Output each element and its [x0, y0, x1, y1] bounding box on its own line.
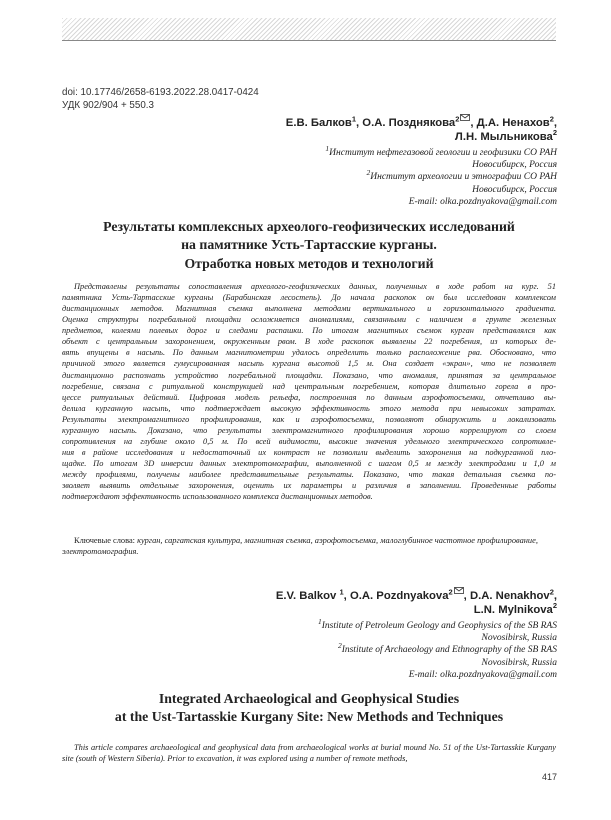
article-meta — [62, 87, 259, 112]
ru-author: О.А. Позднякова — [362, 117, 456, 130]
envelope-icon — [454, 584, 464, 598]
affiliation-line: $^2$Institute of Archaeology and Ethnography of the SB RAS — [337, 641, 557, 656]
header-hatch-band — [62, 18, 556, 40]
en-author-line-1: E.V. Balkov $^1$, O.A. Pozdnyakova$^2$ , D.A. Nenakhov$^2$, — [276, 584, 557, 603]
ru-author-line-2: Л.Н. Мыльникова$^2$ — [454, 128, 557, 144]
en-author-line-2: L.N. Mylnikova$^2$ — [473, 601, 557, 617]
email-line[interactable]: E-mail: olka.pozdnyakova@gmail.com — [408, 669, 557, 680]
affiliation-line: Novosibirsk, Russia — [481, 633, 557, 644]
ru-title: Результаты комплексных археолого-геофизических исследований на памятнике Усть-Тартасские курганы. Отработка новых методов и технологий — [103, 219, 515, 271]
ru-affiliations — [286, 143, 557, 208]
en-author: D.A. Nenakhov — [469, 590, 550, 603]
en-abstract: This article compares archaeological and geophysical data from archaeological works at burial mound No. 51 of the Ust-Tartasskie Kurgany site (south of Western Siberia). Prior to excavation, it was explored using a number of remote methods, — [62, 743, 556, 764]
en-author: E.V. Balkov — [275, 590, 340, 603]
affiliation-line: $^2$Институт археологии и этнографии СО РАН — [366, 168, 557, 183]
header-rule — [62, 40, 556, 41]
en-affiliations — [276, 616, 557, 681]
email-line[interactable]: E-mail: olka.pozdnyakova@gmail.com — [408, 196, 557, 207]
en-author-list — [276, 584, 557, 617]
affiliation-line: Novosibirsk, Russia — [481, 657, 557, 668]
doi[interactable]: doi: 10.17746/2658-6193.2022.28.0417-0424 — [62, 87, 259, 98]
affiliation-line: $^1$Institute of Petroleum Geology and Geophysics of the SB RAS — [317, 616, 557, 632]
ru-author-line-1: Е.В. Балков$^1$, О.А. Позднякова$^2$ , Д.А. Ненахов$^2$, — [286, 111, 557, 130]
keywords-label: Ключевые слова: — [74, 536, 135, 545]
ru-authors-block — [286, 111, 557, 208]
affiliation-line: $^1$Институт нефтегазовой геологии и геофизики СО РАН — [325, 143, 557, 159]
envelope-icon — [460, 111, 470, 125]
ru-author: Е.В. Балков — [285, 117, 352, 130]
ru-author-list — [286, 111, 557, 144]
ru-abstract: Представлены результаты сопоставления археолого-геофизических данных, полученных в ходе работ на кург. 51 памятника Усть-Тартасские курганы (Барабинская лесостепь). До начала раскопок он был исследован комплексом дистанционных методов. Магнитная съемка выполнена методами вертикального и горизонтального градиента. Оценка структуры погребальной площадки осложняется аномалиями, связанными с наличием в грунте железных предметов, колеями полевых дорог и следами распашки. По итогам магнитных съемок курган представлялся как объект с центральным захоронением, окруженным рвом. В ходе раскопок выявлены 22 погребения, из которых де- вять впущены в насыпь. По данным магнитометрии удалось определить только расположение рва. Обосновано, что причиной этого является гумусированная насыпь кургана высотой 1,5 м. Она создает «экран», что не позволяет дистанционно распознать устройство погребальной площадки. Показано, что аномалия, принятая за центральное погребение, связана с ритуальной конструкцией над центральным погребением, которая длительно горела в про- цессе ритуальных действий. Цифровая модель рельефа, построенная по данным аэрофотосъемки, отчетливо вы- делила курганную насыпь, что подтверждает высокую эффективность этого метода при невысоких затратах. Результаты электромагнитного профилирования, как и аэрофотосъемки, позволяют обнаружить и локализовать курганную насыпь. Доказано, что результаты электромагнитного профилирования хорошо коррелируют со слоем сопротивления на глубине около 0,5 м. По всей видимости, высокие значения удельного электрического сопротивле- ния в районе исследования и недостаточный их контраст не позволили выделить захоронения на подкурганной пло- щадке. По итогам 3D инверсии данных электротомографии, выполненной с шагом 0,5 м между электродами и 1,0 м между профилями, получены наиболее представительные результаты. Показано, что такая детальная съемка по- зволяет выявить отдельные захоронения, оценить их параметры и различия в заполнении. Проведенные работы подтверждают эффективность использованного комплекса дистанционных методов. — [62, 282, 556, 502]
udk: УДК 902/904 + 550.3 — [62, 99, 154, 111]
affiliation-line: Новосибирск, Россия — [472, 160, 557, 171]
keywords-text: курган, саргатская культура, магнитная съемка, аэрофотосъемка, малоглубинное частотное профилирование, электротомография. — [62, 536, 538, 557]
ru-author: Л.Н. Мыльникова — [454, 131, 553, 144]
ru-author: Д.А. Ненахов — [476, 117, 550, 130]
en-author: L.N. Mylnikova — [473, 604, 553, 617]
en-title: Integrated Archaeological and Geophysical Studies at the Ust-Tartasskie Kurgany Site: New Methods and Techniques — [114, 691, 504, 725]
affiliation-line: Новосибирск, Россия — [472, 184, 557, 195]
page-number: 417 — [541, 772, 557, 782]
ru-keywords — [62, 535, 556, 557]
en-authors-block — [276, 584, 557, 681]
en-author: O.A. Pozdnyakova — [349, 590, 449, 603]
